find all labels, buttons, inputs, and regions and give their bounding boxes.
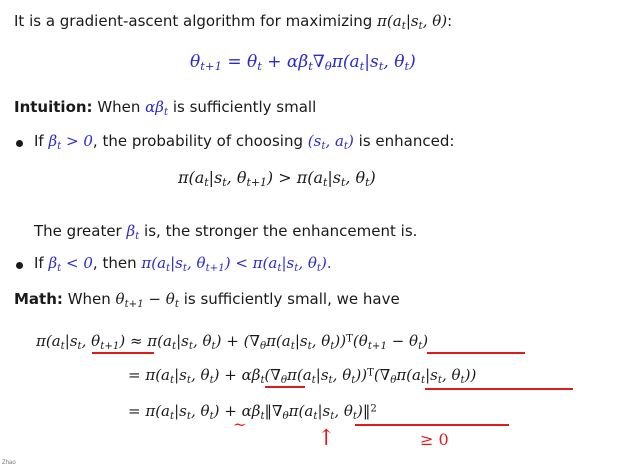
tilde-annotation: ~	[233, 415, 247, 434]
bullet-marker-2	[16, 262, 23, 269]
underline-alpha-beta	[265, 386, 305, 388]
footer-attribution: Zhao	[2, 460, 16, 466]
bullet-2-line	[34, 254, 332, 274]
underline-theta-t1-lhs	[92, 352, 154, 354]
intro-colon: :	[447, 12, 453, 30]
intuition-tail: is sufficiently small	[168, 98, 317, 116]
bullet-1-text-b: is enhanced:	[353, 132, 455, 150]
greater-sentence	[34, 222, 417, 242]
math-line	[14, 290, 400, 310]
bullet-1-equation: $\pi(a_t|s_t$, $\theta_{t+1}) > \pi(a_t|s_t$, $\theta_t$)	[178, 168, 376, 190]
math-expr: $\theta_{t+1} - \theta_t$	[115, 290, 179, 310]
underline-theta-diff	[427, 352, 525, 354]
bullet-1-pair: ($s_t$, $a_t$)	[307, 132, 354, 152]
geq-zero-annotation: ≥ 0	[420, 430, 449, 449]
greater-symbol: $\beta_t$	[126, 222, 140, 242]
derivation-line-2: = $\pi(a_t|s_t$, $\theta_t) + \alpha\beta_t(\nabla_\theta\pi(a_t|s_t$, $\theta_t))^T(\nabla_\theta\pi(a_t|s_t$, $\theta_t$))	[128, 366, 477, 386]
bullet-1-condition: $\beta_t > 0$	[48, 132, 93, 152]
derivation-line-1: $\pi(a_t|s_t$, $\theta_{t+1}) \approx \pi(a_t|s_t$, $\theta_t) + (\nabla_\theta\pi(a_t|s_t$, $\theta_t))^T(\theta_{t+1} - \theta_t)$	[36, 332, 429, 352]
bullet-1-prefix: If	[34, 132, 49, 150]
derivation-line-3: = $\pi(a_t|s_t$, $\theta_t$) + $\alpha\beta_t‖\nabla_\theta\pi(a_t|s_t$, $\theta_t)‖^2$	[128, 402, 377, 422]
main-equation: $\theta_{t+1} = \theta_t + \alpha\beta_t\nabla_\theta\pi(a_t|s_t$, $\theta_t$)	[190, 52, 416, 74]
bullet-2-prefix: If	[34, 254, 49, 272]
greater-pre: The greater	[34, 222, 127, 240]
intro-line	[14, 12, 452, 32]
bullet-2-equation: $\pi(a_t|s_t$, $\theta_{t+1}) < \pi(a_t|s_t$, $\theta_t$).	[141, 254, 332, 274]
bullet-2-text: , then	[92, 254, 142, 272]
underline-norm-term	[355, 424, 509, 426]
intuition-line	[14, 98, 316, 118]
intuition-math: $\alpha\beta_t$	[145, 98, 169, 118]
underline-grad-pi	[425, 388, 573, 390]
intro-math: $\pi(a_t|s_t$, θ)	[377, 12, 448, 32]
intuition-label: Intuition:	[14, 98, 93, 116]
greater-post: is, the stronger the enhancement is.	[139, 222, 418, 240]
intro-text: It is a gradient-ascent algorithm for maximizing	[14, 12, 378, 30]
bullet-2-condition: $\beta_t < 0$	[48, 254, 93, 274]
bullet-marker-1	[16, 140, 23, 147]
math-label: Math:	[14, 290, 63, 308]
math-text-b: is sufficiently small, we have	[178, 290, 400, 308]
bullet-1-text-a: , the probability of choosing	[92, 132, 308, 150]
bullet-1-line	[34, 132, 454, 152]
math-text-a: When	[67, 290, 116, 308]
intuition-text: When	[97, 98, 146, 116]
arrow-up-annotation: ↑	[317, 426, 336, 451]
